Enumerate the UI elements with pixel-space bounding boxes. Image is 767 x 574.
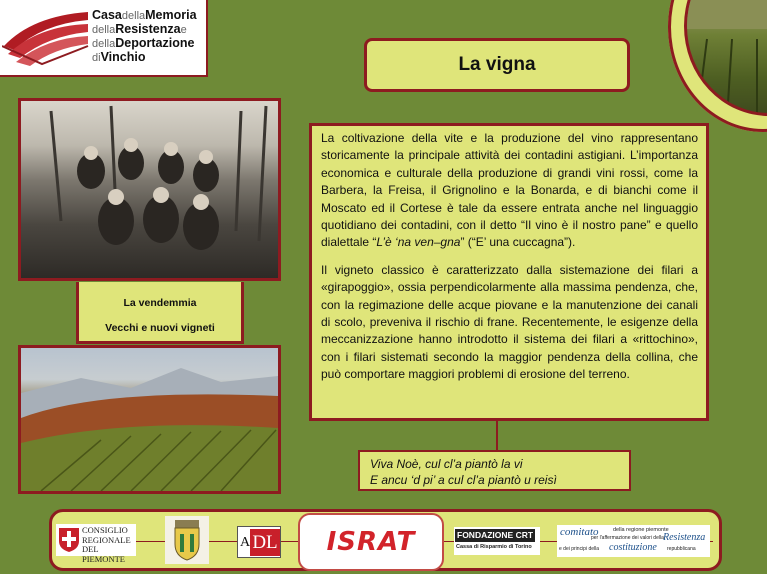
crt-text: CRT (515, 530, 534, 540)
cassa-text: Cassa di Risparmio di Torino (456, 544, 532, 550)
main-text-panel (309, 123, 709, 421)
adl-a-text: A (240, 535, 251, 550)
adl-logo[interactable] (237, 526, 281, 558)
fondazione-text: FONDAZIONE (457, 530, 514, 540)
paragraph-2: Il vigneto classico è caratterizzato dalla sistemazione dei filari a «girapoggio», ossia perpendicolarmente alla massima pendenza, che, con la regimazione delle acque piovane e la manutenzione dei canali di scolo, preveniva il rischio di frane. Recentemente, le esigenze della meccanizzazione hanno introdotto il sistema dei filari a «rittochino», con i filari sistemati secondo la maggior pendenza della collina, che può comportare maggiori problemi di erosione del terreno. (321, 262, 698, 382)
logo-emblem-icon (2, 6, 90, 68)
piemonte-shield-icon (58, 527, 80, 553)
vineyard-landscape-illustration (21, 348, 278, 491)
valori-text: per l'affermazione dei valori della (591, 535, 664, 541)
quote-line-2: E ancu ‘d pi’ a cul cl’a piantò u reisì (370, 473, 557, 487)
vinchio-crest-logo[interactable] (165, 516, 209, 564)
consiglio-text: CONSIGLIO (82, 525, 128, 535)
adl-dl-text: DL (250, 529, 280, 556)
crest-icon (165, 516, 209, 564)
consiglio-regionale-logo[interactable] (56, 524, 136, 564)
logo-text: CasadellaMemoria dellaResistenzae dellaDeportazione diVinchio (92, 8, 197, 64)
comitato-resistenza-logo[interactable] (557, 525, 710, 557)
quote-line-1: Viva Noè, cul cl’a piantò la vi (370, 457, 523, 471)
casa-memoria-logo (0, 0, 208, 77)
page-title: La vigna (364, 38, 630, 92)
caption-harvest: La vendemmia (123, 297, 197, 309)
comitato-text: comitato (560, 526, 599, 538)
repubblicana-text: repubblicana (667, 546, 696, 552)
israt-logo[interactable] (298, 513, 444, 571)
caption-vineyards: Vecchi e nuovi vigneti (105, 322, 215, 334)
paragraph-1: La coltivazione della vite e la produzione del vino rappresentano storicamente la principale attività dei contadini astigiani. L’importanza economica e culturale della produzione di grandi vini rossi, come la Barbera, la Freisa, il Grignolino e la Bonarda, e di bianchi come il Moscato ed il Cortese è tale da essere entrata anche nel linguaggio quotidiano dei contadini, con il detto “Il vino è il nostro pane” e quello dialettale “L’è ‘na ven–gna” (“E’ una cuccagna”). (321, 131, 698, 250)
connector-line (496, 421, 498, 451)
resistenza-text: Resistenza (663, 532, 706, 543)
harvest-photo (18, 98, 281, 281)
fondazione-crt-logo[interactable] (454, 527, 540, 555)
dialect-quote (358, 450, 631, 491)
photo-caption (76, 282, 244, 344)
principi-text: e dei principi della (559, 546, 600, 552)
regione-text: della regione piemonte (613, 527, 669, 533)
piemonte-text: DEL PIEMONTE (82, 544, 125, 564)
costituzione-text: costituzione (609, 542, 657, 553)
israt-text: ISRAT (326, 527, 416, 557)
regionale-text: REGIONALE (82, 534, 131, 545)
harvest-group-illustration (21, 101, 278, 278)
vineyard-landscape-photo (18, 345, 281, 494)
